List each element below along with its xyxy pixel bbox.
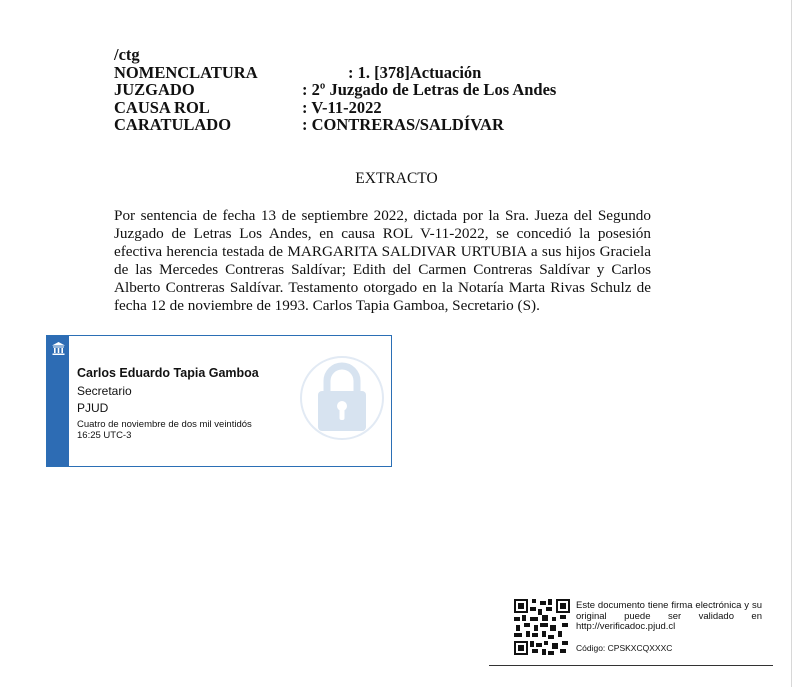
courthouse-icon (51, 341, 66, 356)
extract-body: Por sentencia de fecha 13 de septiembre 2022, dictada por la Sra. Jueza del Segundo Juzgado de Letras Los Andes, en causa ROL V-11-2022, se concedió la posesión efectiva herencia testada de MARGARITA SALDIVAR URTUBIA a sus hijos Graciela de las Mercedes Contreras Saldívar; Edith del Carmen Contreras Saldívar y Carlos Alberto Contreras Saldívar. Testamento otorgado en la Notaría Marta Rivas Schulz de fecha 12 de noviembre de 1993. Carlos Tapia Gamboa, Secretario (S). (114, 207, 651, 314)
signer-name: Carlos Eduardo Tapia Gamboa (77, 366, 259, 380)
footer-divider (489, 665, 773, 666)
page-edge (791, 0, 792, 687)
header-value: : CONTRERAS/SALDÍVAR (302, 115, 504, 134)
header-key: CARATULADO (114, 115, 232, 134)
verification-code: Código: CPSKXCQXXXC (576, 643, 673, 653)
header-key: CAUSA ROL (114, 97, 210, 117)
electronic-signature-box (46, 335, 392, 467)
lock-icon (300, 348, 384, 448)
header-value: : V-11-2022 (302, 97, 382, 117)
document-title: EXTRACTO (355, 170, 438, 187)
header-value: : 1. [378]Actuación (348, 62, 482, 82)
header-key: JUZGADO (114, 80, 195, 99)
verification-notice: Este documento tiene firma electrónica y su original puede ser validado en http://verificadoc.pjud.cl (576, 600, 762, 632)
qr-code (514, 599, 570, 655)
header-value: : 2º Juzgado de Letras de Los Andes (302, 80, 557, 99)
signature-strip (47, 336, 69, 466)
signer-role: Secretario (77, 384, 132, 398)
signature-date: Cuatro de noviembre de dos mil veintidós 16:25 UTC-3 (77, 419, 252, 441)
header-key: NOMENCLATURA (114, 62, 258, 82)
signer-organization: PJUD (77, 401, 109, 415)
